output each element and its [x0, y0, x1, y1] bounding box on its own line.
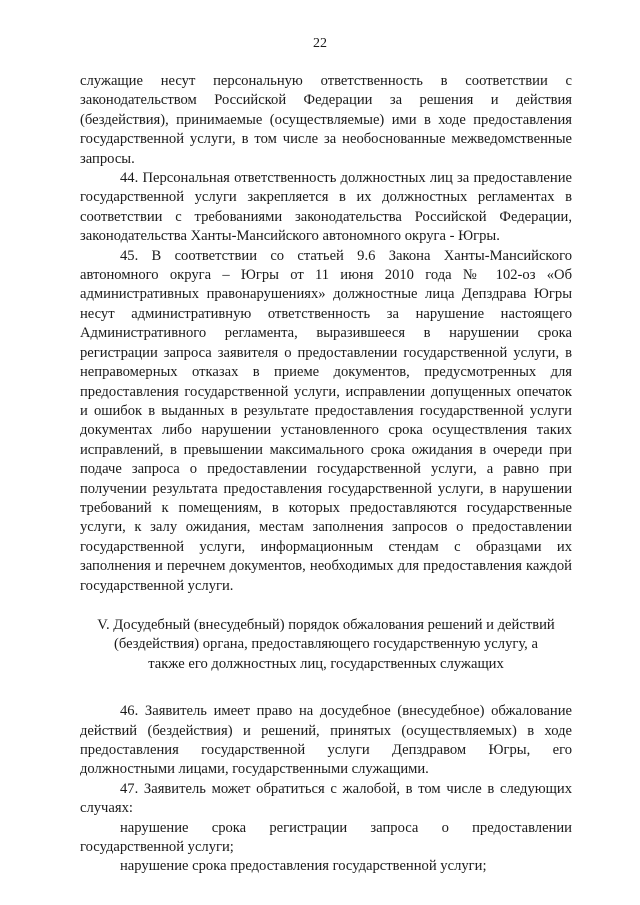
- list-item-service-deadline: нарушение срока предоставления государственной услуги;: [120, 858, 487, 875]
- list-item-registration-deadline: нарушение срока регистрации запроса о предоставлении государственной услуги;: [80, 819, 572, 856]
- section-title: V. Досудебный (внесудебный) порядок обжалования решений и действий (бездействия) органа, предоставляющего государственную услугу, а также его должностных лиц, государственных служащих: [97, 616, 555, 672]
- paragraph-47: 47. Заявитель может обратиться с жалобой, в том числе в следующих случаях:: [80, 780, 572, 817]
- paragraph-46: 46. Заявитель имеет право на досудебное (внесудебное) обжалование действий (бездействия) и решений, принятых (осуществляемых) в ходе предоставления государственной услуги Депздравом Югры, его должностными лицами, государственными служащими.: [80, 703, 572, 778]
- paragraph-continuation: служащие несут персональную ответственность в соответствии с законодательством Российской Федерации за решения и действия (бездействия), принимаемые (осуществляемые) ими в ходе предоставления государственной услуги, в том числе за необоснованные межведомственные запросы.: [80, 73, 572, 167]
- document-body: [80, 72, 572, 877]
- paragraph-45: 45. В соответствии со статьей 9.6 Закона Ханты-Мансийского автономного округа – Югры от 11 июня 2010 года № 102-оз «Об административных правонарушениях» должностные лица Депздрава Югры несут административную ответственность за нарушение настоящего Административного регламента, выразившееся в нарушении срока регистрации запроса заявителя о предоставлении государственной услуги, в неправомерных отказах в приеме документов, предусмотренных для предоставления государственной услуги, исправлении допущенных опечаток и ошибок в выданных в результате предоставления государственной услуги документах либо нарушении установленного срока осуществления таких исправлений, в превышении максимального срока ожидания в очереди при подаче запроса о предоставлении государственной услуги, а равно при получении результата предоставления государственной услуги, в нарушении требований к помещениям, в которых предоставляются государственные услуги, к залу ожидания, местам заполнения запросов о предоставлении государственной услуги, информационным стендам с образцами их заполнения и перечнем документов, необходимых для предоставления каждой государственной услуги.: [80, 247, 572, 594]
- page-number: 22: [313, 36, 327, 51]
- paragraph-44: 44. Персональная ответственность должностных лиц за предоставление государственной услуги закрепляется в их должностных регламентах в соответствии с требованиями законодательства Российской Федерации, законодательства Ханты-Мансийского автономного округа - Югры.: [80, 170, 572, 245]
